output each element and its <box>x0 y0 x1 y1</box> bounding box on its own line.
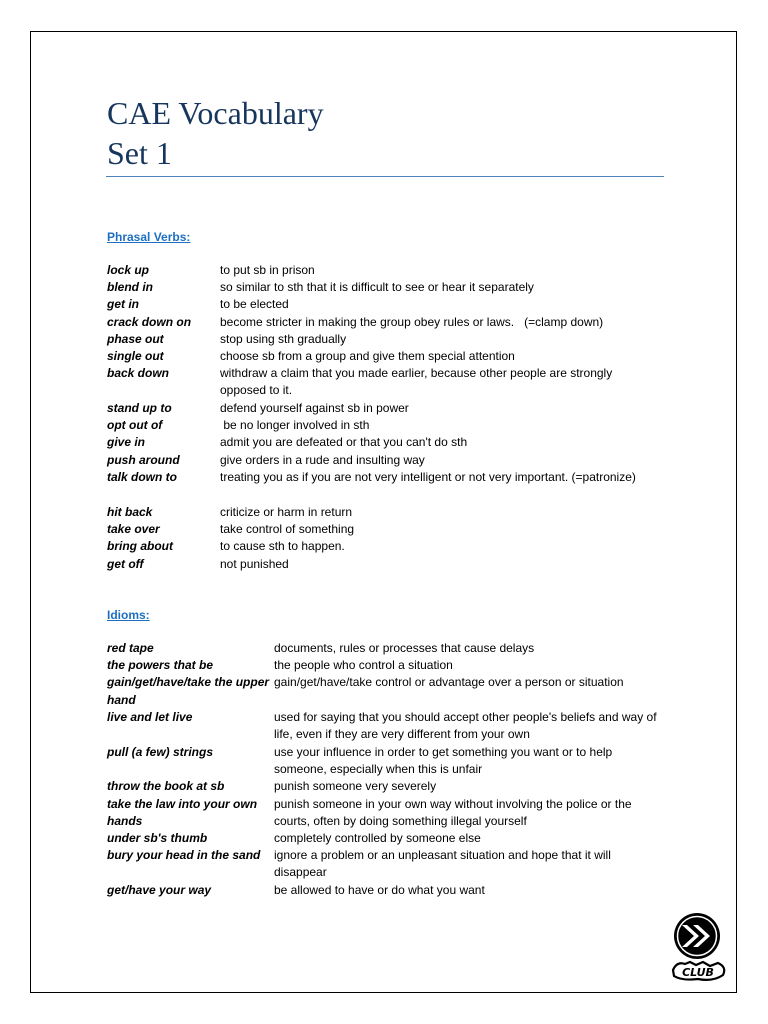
idiom-definition: gain/get/have/take control or advantage over a person or situation <box>274 675 624 690</box>
idiom-definition: completely controlled by someone else <box>274 831 481 845</box>
phrasal-verb-definition: become stricter in making the group obey rules or laws. (=clamp down) <box>220 314 604 329</box>
idiom-term: the powers that be <box>107 658 214 673</box>
phrasal-verb-term: get off <box>107 556 144 571</box>
idiom-term: live and let live <box>107 710 193 725</box>
phrasal-verb-term: blend in <box>107 280 153 295</box>
phrasal-verb-term: single out <box>107 349 164 363</box>
phrasal-verb-definition: criticize or harm in return <box>220 505 353 519</box>
idiom-term: pull (a few) strings <box>107 745 214 759</box>
idiom-term: under sb's thumb <box>107 831 208 845</box>
phrasal-verb-term: push around <box>107 452 180 467</box>
title-divider <box>106 176 664 177</box>
club-logo <box>668 911 730 983</box>
idiom-definition: use your influence in order to get something you want or to help someone, especially when this is unfair <box>274 745 613 777</box>
phrasal-verb-term: crack down on <box>107 314 192 329</box>
phrasal-verb-definition: to cause sth to happen. <box>220 539 345 554</box>
idiom-term: take the law into your own hands <box>107 796 258 828</box>
idiom-definition: used for saying that you should accept other people's beliefs and way of life, even if they are very different from your own <box>274 710 657 742</box>
idiom-definition: documents, rules or processes that cause delays <box>274 641 535 655</box>
phrasal-verb-term: back down <box>107 366 170 381</box>
idiom-term: get/have your way <box>107 883 212 897</box>
idiom-definition: ignore a problem or an unpleasant situation and hope that it will disappear <box>274 848 611 880</box>
phrasal-verb-definition: be no longer involved in sth <box>220 418 370 433</box>
idiom-definition: punish someone in your own way without involving the police or the courts, often by doing something illegal yourself <box>274 796 632 828</box>
phrasal-verb-definition: give orders in a rude and insulting way <box>220 452 425 467</box>
phrasal-verb-definition: to be elected <box>220 297 289 312</box>
idiom-definition: punish someone very severely <box>274 779 437 794</box>
idiom-term: gain/get/have/take the upper hand <box>107 675 270 707</box>
page-subtitle: Set 1 <box>107 135 172 171</box>
phrasal-verb-definition: withdraw a claim that you made earlier, because other people are strongly opposed to it. <box>220 366 613 398</box>
phrasal-verb-definition: so similar to sth that it is difficult to see or hear it separately <box>220 280 534 295</box>
idiom-definition: be allowed to have or do what you want <box>274 883 485 897</box>
idiom-term: throw the book at sb <box>107 779 225 794</box>
phrasal-verb-definition: take control of something <box>220 522 355 537</box>
phrasal-verb-definition: admit you are defeated or that you can't do sth <box>220 435 468 450</box>
idioms-heading: Idioms: <box>107 608 150 622</box>
idiom-term: bury your head in the sand <box>107 848 261 863</box>
phrasal-verb-term: give in <box>107 435 146 450</box>
phrasal-verb-definition: not punished <box>220 556 289 571</box>
phrasal-verb-definition: treating you as if you are not very intelligent or not very important. (=patronize) <box>220 469 636 484</box>
idiom-definition: the people who control a situation <box>274 658 453 673</box>
phrasal-verb-term: stand up to <box>107 401 172 415</box>
idiom-term: red tape <box>107 641 154 655</box>
phrasal-verb-term: lock up <box>107 263 150 277</box>
phrasal-verbs-heading: Phrasal Verbs: <box>107 230 191 244</box>
phrasal-verb-term: phase out <box>107 331 164 346</box>
phrasal-verb-term: hit back <box>107 505 153 519</box>
page-title: CAE Vocabulary <box>107 95 324 131</box>
logo-wordmark: CLUB <box>682 966 714 979</box>
phrasal-verb-definition: to put sb in prison <box>220 263 315 277</box>
phrasal-verb-term: opt out of <box>107 418 163 433</box>
phrasal-verb-term: bring about <box>107 539 173 554</box>
phrasal-verb-definition: stop using sth gradually <box>220 331 347 346</box>
double-chevron-right-icon <box>668 911 730 983</box>
phrasal-verb-term: get in <box>107 297 139 312</box>
phrasal-verb-definition: choose sb from a group and give them special attention <box>220 349 515 363</box>
phrasal-verb-term: talk down to <box>107 469 177 484</box>
phrasal-verb-term: take over <box>107 522 160 537</box>
phrasal-verb-definition: defend yourself against sb in power <box>220 401 409 415</box>
